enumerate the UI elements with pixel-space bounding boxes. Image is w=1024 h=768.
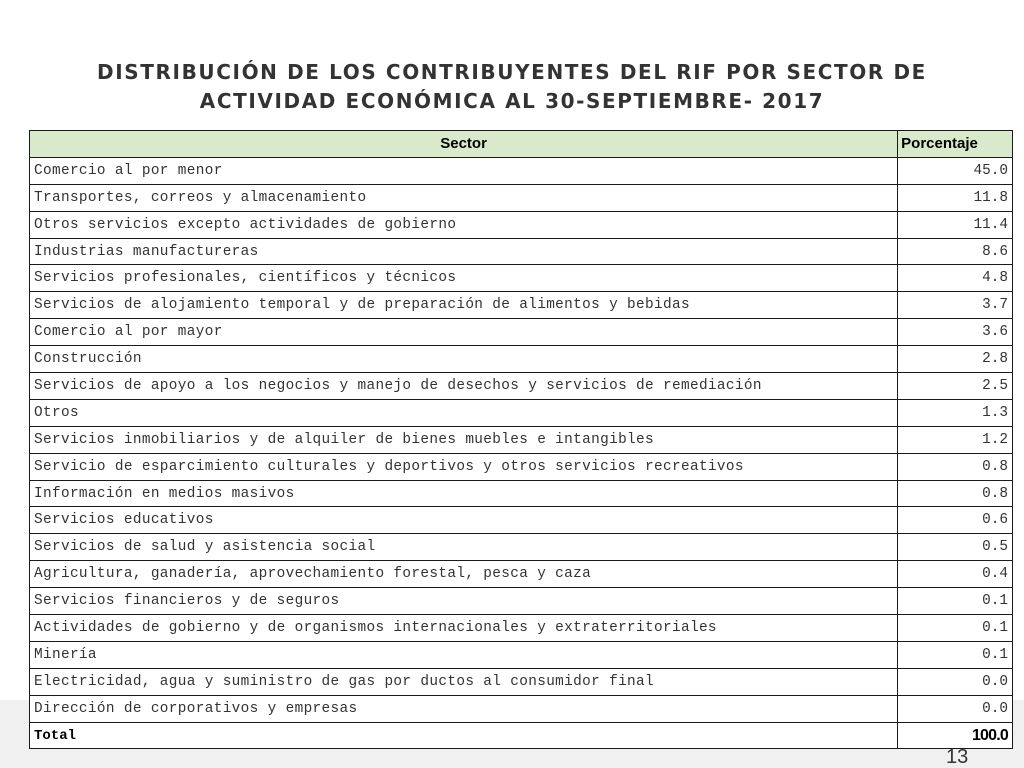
slide-title — [40, 58, 984, 116]
percentage-cell: 0.1 — [898, 588, 1013, 615]
sector-cell: Servicios de alojamiento temporal y de preparación de alimentos y bebidas — [30, 292, 898, 319]
table-row — [30, 426, 1013, 453]
sector-cell: Información en medios masivos — [30, 480, 898, 507]
percentage-column-header: Porcentaje — [898, 131, 1013, 158]
table-row — [30, 453, 1013, 480]
table-row — [30, 480, 1013, 507]
percentage-cell: 3.6 — [898, 319, 1013, 346]
table-row — [30, 319, 1013, 346]
percentage-cell: 0.0 — [898, 668, 1013, 695]
total-row — [30, 722, 1013, 749]
sector-cell: Dirección de corporativos y empresas — [30, 695, 898, 722]
sector-cell: Servicios de salud y asistencia social — [30, 534, 898, 561]
percentage-cell: 1.2 — [898, 426, 1013, 453]
sector-cell: Servicios financieros y de seguros — [30, 588, 898, 615]
percentage-cell: 2.8 — [898, 346, 1013, 373]
percentage-cell: 8.6 — [898, 238, 1013, 265]
total-label: Total — [30, 722, 898, 749]
percentage-cell: 0.8 — [898, 480, 1013, 507]
sector-cell: Servicios de apoyo a los negocios y manejo de desechos y servicios de remediación — [30, 373, 898, 400]
percentage-cell: 4.8 — [898, 265, 1013, 292]
table-row — [30, 211, 1013, 238]
table-row — [30, 157, 1013, 184]
table-row — [30, 265, 1013, 292]
sector-cell: Comercio al por mayor — [30, 319, 898, 346]
percentage-cell: 0.1 — [898, 615, 1013, 642]
percentage-cell: 0.8 — [898, 453, 1013, 480]
sector-cell: Otros — [30, 399, 898, 426]
percentage-cell: 45.0 — [898, 157, 1013, 184]
sector-cell: Transportes, correos y almacenamiento — [30, 184, 898, 211]
table-row — [30, 238, 1013, 265]
sector-cell: Otros servicios excepto actividades de gobierno — [30, 211, 898, 238]
sector-cell: Comercio al por menor — [30, 157, 898, 184]
table-row — [30, 534, 1013, 561]
table-header-row — [30, 131, 1013, 158]
table-row — [30, 184, 1013, 211]
table-row — [30, 507, 1013, 534]
table-body — [30, 157, 1013, 722]
sector-cell: Minería — [30, 641, 898, 668]
percentage-cell: 0.6 — [898, 507, 1013, 534]
table-row — [30, 668, 1013, 695]
sector-cell: Servicios inmobiliarios y de alquiler de bienes muebles e intangibles — [30, 426, 898, 453]
page-number: 13 — [946, 746, 969, 768]
percentage-cell: 11.4 — [898, 211, 1013, 238]
percentage-cell: 2.5 — [898, 373, 1013, 400]
table-row — [30, 399, 1013, 426]
percentage-cell: 0.1 — [898, 641, 1013, 668]
table-row — [30, 588, 1013, 615]
table-row — [30, 373, 1013, 400]
sector-column-header: Sector — [30, 131, 898, 158]
percentage-cell: 3.7 — [898, 292, 1013, 319]
sector-cell: Agricultura, ganadería, aprovechamiento forestal, pesca y caza — [30, 561, 898, 588]
sector-cell: Industrias manufactureras — [30, 238, 898, 265]
title-line-2: ACTIVIDAD ECONÓMICA AL 30-SEPTIEMBRE- 2017 — [199, 89, 825, 113]
sector-cell: Servicios educativos — [30, 507, 898, 534]
table-row — [30, 695, 1013, 722]
table-row — [30, 561, 1013, 588]
sector-cell: Electricidad, agua y suministro de gas por ductos al consumidor final — [30, 668, 898, 695]
percentage-cell: 1.3 — [898, 399, 1013, 426]
sector-distribution-table — [29, 130, 1013, 749]
sector-cell: Actividades de gobierno y de organismos internacionales y extraterritoriales — [30, 615, 898, 642]
table-row — [30, 292, 1013, 319]
table-row — [30, 641, 1013, 668]
sector-cell: Servicio de esparcimiento culturales y deportivos y otros servicios recreativos — [30, 453, 898, 480]
percentage-cell: 0.5 — [898, 534, 1013, 561]
sector-cell: Servicios profesionales, científicos y técnicos — [30, 265, 898, 292]
percentage-cell: 0.0 — [898, 695, 1013, 722]
percentage-cell: 0.4 — [898, 561, 1013, 588]
sector-cell: Construcción — [30, 346, 898, 373]
total-value: 100.0 — [898, 722, 1013, 749]
table-row — [30, 346, 1013, 373]
title-line-1: DISTRIBUCIÓN DE LOS CONTRIBUYENTES DEL RIF POR SECTOR DE — [97, 60, 927, 84]
percentage-cell: 11.8 — [898, 184, 1013, 211]
table-row — [30, 615, 1013, 642]
